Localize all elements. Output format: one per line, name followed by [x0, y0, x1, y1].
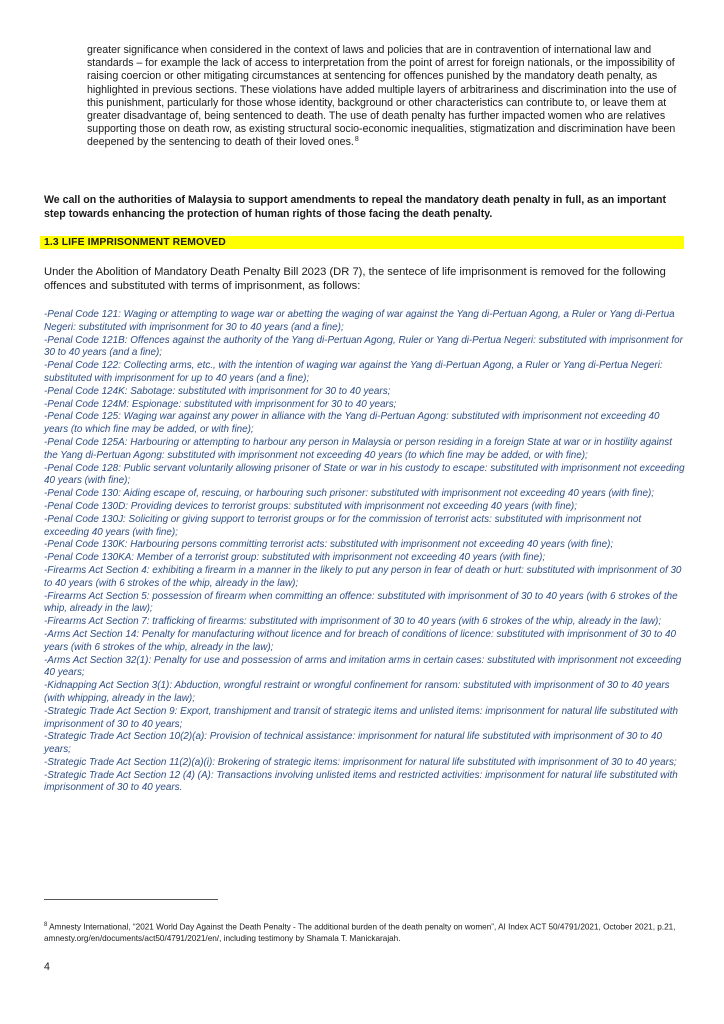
offence-list-item: -Firearms Act Section 7: trafficking of firearms: substituted with imprisonment of 30 to 40 years (with 6 strokes of the whip, already in the law);: [44, 616, 662, 628]
offence-list-item: -Penal Code 130J: Soliciting or giving support to terrorist groups or for the commission of terrorist acts: substituted with imprisonment not exceeding 40 years (with fine);: [44, 513, 642, 538]
offence-list-item: -Firearms Act Section 5: possession of firearm when committing an offence: substituted with imprisonment of 30 to 40 years (with 6 strokes of the whip, already in the law);: [44, 590, 678, 615]
offence-list-item: -Kidnapping Act Section 3(1): Abduction, wrongful restraint or wrongful confinement for ransom: substituted with imprisonment of 30 to 40 years (with whipping, already in the law);: [44, 680, 670, 704]
footnote-reference[interactable]: 8: [354, 135, 359, 143]
section-intro: Under the Abolition of Mandatory Death Penalty Bill 2023 (DR 7), the sentece of life imprisonment is removed for the following offences and substituted with terms of imprisonment, as follows:: [44, 266, 666, 292]
call-to-action: We call on the authorities of Malaysia to support amendments to repeal the mandatory death penalty in full, as an important step towards enhancing the protection of human rights of those facing the death penalty.: [44, 194, 666, 220]
footnote-text: Amnesty International, “2021 World Day Against the Death Penalty - The additional burden of the death penalty on women”, AI Index ACT 50/4791/2021, October 2021, p.21, amnesty.org/en/documents/act50/4791/2021/en/, including testimony by Shamala T. Manickarajah.: [44, 922, 676, 944]
offence-list-item: -Penal Code 121B: Offences against the authority of the Yang di-Pertuan Agong, Ruler or Yang di-Pertua Negeri: substituted with imprisonment for 30 to 40 years (and a fine);: [44, 334, 683, 359]
offence-list-item: -Penal Code 128: Public servant voluntarily allowing prisoner of State or war in his custody to escape: substituted with imprisonment not exceeding 40 years (with fine);: [44, 462, 685, 487]
intro-paragraph: [87, 44, 687, 150]
offence-list-item: -Arms Act Section 32(1): Penalty for use and possession of arms and imitation arms in certain cases: substituted with imprisonment not exceeding 40 years;: [44, 654, 682, 679]
offence-list-item: -Penal Code 130D: Providing devices to terrorist groups: substituted with imprisonment not exceeding 40 years (with fine);: [44, 500, 577, 512]
section-heading: 1.3 LIFE IMPRISONMENT REMOVED: [44, 237, 226, 248]
offence-list-item: -Firearms Act Section 4: exhibiting a firearm in a manner in the likely to put any person in fear of death or hurt: substituted with imprisonment of 30 to 40 years (with 6 strokes of the whip, already in the law);: [44, 564, 682, 589]
offence-list-item: -Penal Code 125A: Harbouring or attempting to harbour any person in Malaysia or person residing in a foreign State at war or in hostility against the Yang di-Pertuan Agong: substituted with imprisonment not exceeding 40 years (to which fine may be added, or with fine);: [44, 436, 672, 461]
offence-list-item: -Penal Code 125: Waging war against any power in alliance with the Yang di-Pertuan Agong: substituted with imprisonment not exceeding 40 years (to which fine may be added, or with fine);: [44, 411, 660, 436]
offence-list-item: -Strategic Trade Act Section 12 (4) (A): Transactions involving unlisted items and restricted activities: imprisonment for natural life substituted with imprisonment of 30 to 40 years.: [44, 769, 678, 794]
intro-paragraph-text: greater significance when considered in the context of laws and policies that are in contravention of international law and standards – for example the lack of access to interpretation from the point of arrest for foreign nationals, or the impossibility of raising coercion or other mitigating circumstances at sentencing for offences punished by the mandatory death penalty, as highlighted in previous sections. These violations have added multiple layers of arbitrariness and discrimination into the use of this punishment, particularly for those whose identity, background or other characteristics can contribute to, or leave them at greater disadvantage of, being sentenced to death. The use of death penalty has further impacted women who are relatives supporting those on death row, as existing structural socio-economic inequalities, stigmatization and discrimination have been deepened by the sentencing to death of their loved ones.: [87, 44, 677, 149]
offence-list-item: -Strategic Trade Act Section 11(2)(a)(i): Brokering of strategic items: imprisonment for natural life substituted with imprisonment of 30 to 40 years;: [44, 756, 677, 768]
footnote-divider: [44, 899, 218, 900]
page-number: 4: [44, 961, 50, 973]
section-heading-bar: [40, 236, 684, 249]
offence-list-item: -Penal Code 130: Aiding escape of, rescuing, or harbouring such prisoner: substituted with imprisonment not exceeding 40 years (with fine);: [44, 488, 655, 500]
offence-list-item: -Arms Act Section 14: Penalty for manufacturing without licence and for breach of conditions of licence: substituted with imprisonment of 30 to 40 years (with 6 strokes of the whip, already in the law);: [44, 628, 676, 653]
offence-list-item: -Penal Code 122: Collecting arms, etc., with the intention of waging war against the Yang di-Pertuan Agong, a Ruler or Yang di-Pertua Negeri: substituted with imprisonment for up to 40 years (and a fine);: [44, 360, 663, 384]
offence-list-item: -Penal Code 130K: Harbouring persons committing terrorist acts: substituted with imprisonment not exceeding 40 years (with fine);: [44, 539, 614, 551]
footnote-number: 8: [44, 922, 48, 928]
offence-list-item: -Strategic Trade Act Section 9: Export, transhipment and transit of strategic items and unlisted items: imprisonment for natural life substituted with imprisonment of 30 to 40 years;: [44, 705, 678, 730]
offence-list-item: -Penal Code 121: Waging or attempting to wage war or abetting the waging of war against the Yang di-Pertuan Agong, a Ruler or Yang di-Pertua Negeri: substituted with imprisonment for 30 to 40 years (and a fine);: [44, 309, 675, 333]
offence-list-item: -Penal Code 130KA: Member of a terrorist group: substituted with imprisonment not exceeding 40 years (with fine);: [44, 552, 546, 564]
offence-list: [44, 309, 686, 795]
footnote: [44, 920, 684, 945]
offence-list-item: -Penal Code 124K: Sabotage: substituted with imprisonment for 30 to 40 years;: [44, 385, 391, 397]
offence-list-item: -Penal Code 124M: Espionage: substituted with imprisonment for 30 to 40 years;: [44, 398, 397, 410]
offence-list-item: -Strategic Trade Act Section 10(2)(a): Provision of technical assistance: imprisonment for natural life substituted with imprisonment of 30 to 40 years;: [44, 731, 663, 756]
